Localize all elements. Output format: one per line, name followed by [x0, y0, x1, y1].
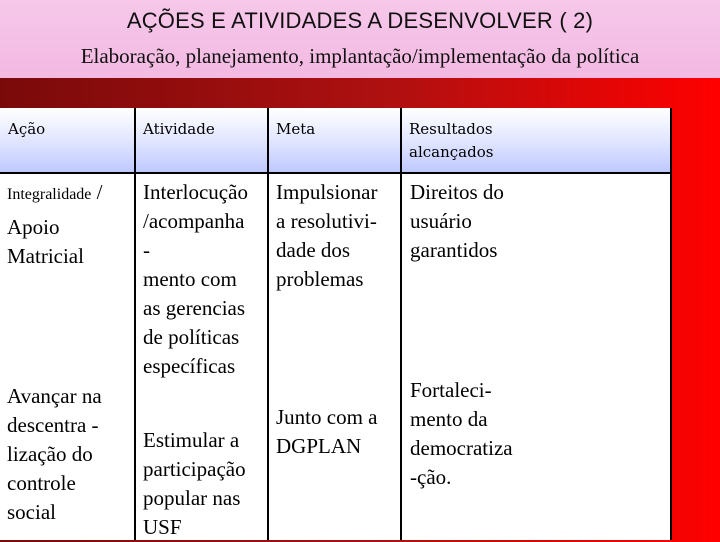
resultado-line: democratiza: [410, 436, 513, 460]
resultado-line: Fortaleci-: [410, 378, 492, 402]
meta-line: a resolutivi-: [276, 209, 377, 233]
column-divider: [400, 108, 402, 540]
resultado-line: Direitos do: [410, 180, 504, 204]
atividade-line: /acompanha: [143, 209, 245, 233]
meta-line: Impulsionar: [276, 180, 378, 204]
avancar-line: Avançar na: [7, 384, 102, 408]
header-atividade: Atividade: [143, 120, 215, 138]
avancar-line: controle: [7, 471, 76, 495]
actions-table: [0, 108, 672, 540]
atividade-line: de políticas: [143, 325, 240, 349]
atividade-line: Interlocução: [143, 180, 248, 204]
resultado-line: usuário: [410, 209, 472, 233]
cell-acao-avancar: [7, 382, 102, 527]
cell-meta-impulsionar: [276, 178, 377, 294]
apoio-line: Apoio: [7, 215, 60, 239]
integralidade-text: Integralidade: [7, 186, 92, 203]
slide-title: AÇÕES E ATIVIDADES A DESENVOLVER ( 2): [126, 8, 594, 33]
avancar-line: social: [7, 500, 56, 524]
cell-resultados-direitos: [410, 178, 504, 265]
integralidade-slash: /: [91, 180, 103, 204]
atividade-line: popular nas: [143, 486, 241, 510]
header-resultados-line1: Resultados: [409, 120, 493, 138]
cell-resultados-fortalecimento: [410, 376, 513, 492]
column-divider: [267, 108, 269, 540]
cell-atividade-estimular: [143, 426, 246, 542]
avancar-line: descentra -: [7, 413, 99, 437]
meta-line: Junto com a: [276, 405, 378, 429]
atividade-line: as gerencias: [143, 296, 246, 320]
resultado-line: mento da: [410, 407, 488, 431]
resultado-line: -ção.: [410, 465, 452, 489]
atividade-line: específicas: [143, 354, 236, 378]
title-banner: [0, 0, 720, 78]
header-resultados: [409, 118, 493, 164]
cell-meta-dgplan: [276, 403, 377, 461]
meta-line: problemas: [276, 267, 364, 291]
header-meta: Meta: [276, 120, 316, 138]
slide-subtitle: Elaboração, planejamento, implantação/implementação da política: [80, 44, 640, 68]
matricial-line: Matricial: [7, 244, 84, 268]
atividade-line: mento com: [143, 267, 237, 291]
atividade-line: -: [143, 238, 150, 262]
resultado-line: garantidos: [410, 238, 498, 262]
column-divider: [134, 108, 136, 540]
meta-line: DGPLAN: [276, 434, 362, 458]
cell-acao-integralidade: [7, 178, 133, 209]
cell-atividade-interlocucao: [143, 178, 248, 381]
meta-line: dade dos: [276, 238, 351, 262]
atividade-line: USF: [143, 515, 182, 539]
atividade-line: participação: [143, 457, 246, 481]
avancar-line: lização do: [7, 442, 93, 466]
header-resultados-line2: alcançados: [409, 143, 494, 161]
table-right-border: [670, 108, 672, 540]
atividade-line: Estimular a: [143, 428, 240, 452]
table-header-row: [0, 108, 672, 174]
cell-acao-apoio: [7, 213, 84, 271]
header-acao: Ação: [8, 120, 46, 138]
